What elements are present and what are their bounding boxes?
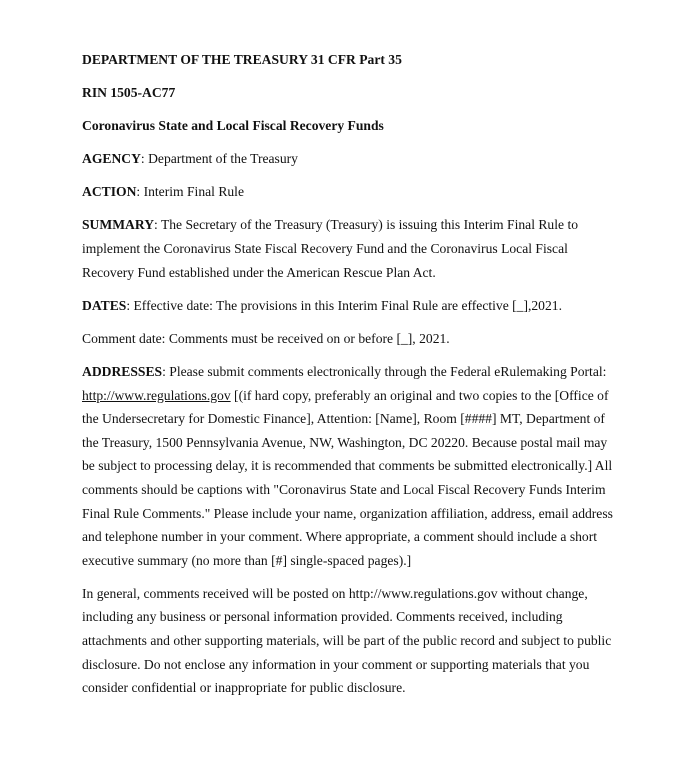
document-header: DEPARTMENT OF THE TREASURY 31 CFR Part 35 [82,52,402,67]
addresses-text-after: [(if hard copy, preferably an original and two copies to the [Office of the Undersecretary for Domestic Finance], Attention: [Name], Room [####] MT, Department of the Treasury, 1500 Pennsylvania Avenue, NW, Washington, DC 20220. Because postal mail may be subject to processing delay, it is recommended that comments be submitted electronically.] All comments should be captions with "Coronavirus State and Local Fiscal Recovery Funds Interim Final Rule Comments." Please include your name, organization affiliation, address, email address and telephone number in your comment. Where appropriate, a comment should include a short executive summary (no more than [#] single-spaced pages).] [82,387,613,568]
dates-text: : Effective date: The provisions in this Interim Final Rule are effective [_],2021. [126,297,562,313]
summary-label: SUMMARY [82,217,155,233]
general-paragraph: In general, comments received will be posted on http://www.regulations.gov without change, including any business or personal information provided. Comments received, including attachments and other supporting materials, will be part of the public record and subject to public disclosure. Do not enclose any information in your comment or supporting materials that you consider confidential or inappropriate for public disclosure. [82,585,612,696]
document-title: Coronavirus State and Local Fiscal Recovery Funds [82,118,384,134]
agency-text: : Department of the Treasury [140,151,298,167]
summary-text: : The Secretary of the Treasury (Treasury) is issuing this Interim Final Rule to implement the Coronavirus State Fiscal Recovery Fund and the Coronavirus Local Fiscal Recovery Fund established under the American Rescue Plan Act. [82,217,579,280]
rin-number: RIN 1505-AC77 [82,85,176,101]
action-text: : Interim Final Rule [136,184,244,200]
agency-paragraph [82,147,622,171]
addresses-text-before: : Please submit comments electronically through the Federal eRulemaking Portal: [162,363,607,379]
agency-label: AGENCY [82,151,141,167]
dates-label: DATES [82,297,127,313]
action-paragraph [82,180,622,204]
action-label: ACTION [82,184,137,200]
addresses-label: ADDRESSES [82,363,163,379]
summary-paragraph [82,213,622,284]
comment-date-paragraph: Comment date: Comments must be received on or before [_], 2021. [82,330,450,346]
document-page [82,48,622,709]
dates-paragraph [82,294,622,318]
addresses-paragraph [82,360,622,572]
regulations-link[interactable]: http://www.regulations.gov [82,387,231,403]
